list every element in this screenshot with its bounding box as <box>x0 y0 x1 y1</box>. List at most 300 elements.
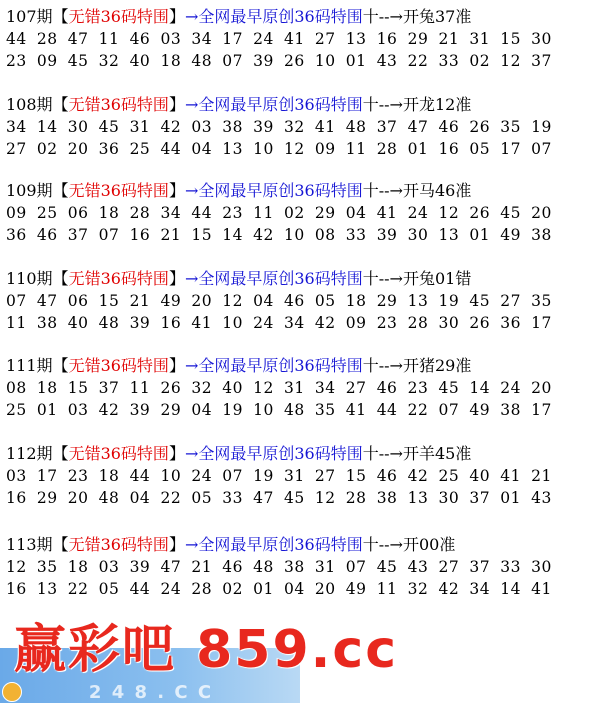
number-cell: 20 <box>67 140 89 158</box>
number-cell: 07 <box>531 140 552 158</box>
number-cell: 30 <box>67 118 89 136</box>
number-cell: 17 <box>36 467 58 485</box>
number-cell: 35 <box>36 558 58 576</box>
number-cell: 44 <box>129 580 151 598</box>
number-row-1 <box>6 556 591 578</box>
number-cell: 22 <box>407 401 429 419</box>
result-text: 开猪29准 <box>402 356 472 375</box>
watermark-subtext: 2 4 8 . C C <box>88 682 214 703</box>
number-cell: 38 <box>531 226 552 244</box>
number-row-2 <box>6 312 591 334</box>
number-cell: 34 <box>314 379 336 397</box>
number-cell: 05 <box>314 292 336 310</box>
number-cell: 21 <box>129 292 151 310</box>
number-cell: 33 <box>500 558 521 576</box>
number-cell: 23 <box>376 314 398 332</box>
number-cell: 26 <box>160 379 182 397</box>
number-cell: 37 <box>376 118 398 136</box>
number-cell: 11 <box>345 140 367 158</box>
result-text: 开兔01错 <box>402 269 472 288</box>
number-cell: 12 <box>222 292 243 310</box>
number-cell: 20 <box>67 489 89 507</box>
number-cell: 43 <box>376 52 398 70</box>
number-cell: 07 <box>222 52 243 70</box>
number-cell: 05 <box>469 140 491 158</box>
period-header <box>6 443 591 465</box>
number-cell: 25 <box>129 140 151 158</box>
number-cell: 32 <box>284 118 305 136</box>
number-cell: 42 <box>160 118 182 136</box>
number-cell: 37 <box>469 558 491 576</box>
bracket-close: 】 <box>168 181 185 200</box>
number-cell: 25 <box>36 204 58 222</box>
number-cell: 48 <box>253 558 274 576</box>
number-cell: 40 <box>222 379 243 397</box>
number-cell: 47 <box>36 292 58 310</box>
number-cell: 23 <box>407 379 429 397</box>
number-row-1 <box>6 28 591 50</box>
number-cell: 10 <box>253 401 274 419</box>
number-cell: 46 <box>438 118 460 136</box>
bracket-open: 【 <box>52 95 69 114</box>
number-cell: 47 <box>253 489 274 507</box>
number-cell: 20 <box>191 292 213 310</box>
period-block-112 <box>6 443 591 509</box>
number-cell: 40 <box>469 467 491 485</box>
number-cell: 11 <box>376 580 398 598</box>
number-cell: 45 <box>98 118 120 136</box>
number-cell: 07 <box>6 292 27 310</box>
number-cell: 21 <box>438 30 460 48</box>
title-red: 无错36码特围 <box>68 356 169 375</box>
number-cell: 06 <box>67 204 89 222</box>
bracket-open: 【 <box>52 356 69 375</box>
dash-arrow: 十--→ <box>362 7 403 26</box>
number-cell: 14 <box>222 226 243 244</box>
number-cell: 25 <box>6 401 27 419</box>
number-cell: 01 <box>407 140 429 158</box>
number-cell: 45 <box>284 489 305 507</box>
number-cell: 28 <box>36 30 58 48</box>
number-cell: 18 <box>67 558 89 576</box>
number-cell: 29 <box>160 401 182 419</box>
number-row-1 <box>6 290 591 312</box>
number-cell: 18 <box>36 379 58 397</box>
number-cell: 24 <box>253 30 274 48</box>
number-cell: 13 <box>345 30 367 48</box>
title-red: 无错36码特围 <box>68 181 169 200</box>
number-cell: 17 <box>531 401 552 419</box>
title-red: 无错36码特围 <box>68 269 169 288</box>
number-cell: 02 <box>222 580 243 598</box>
number-cell: 30 <box>438 489 460 507</box>
number-cell: 43 <box>531 489 552 507</box>
period-header <box>6 94 591 116</box>
number-cell: 07 <box>438 401 460 419</box>
number-cell: 37 <box>67 226 89 244</box>
number-cell: 11 <box>129 379 151 397</box>
number-cell: 42 <box>98 401 120 419</box>
number-cell: 09 <box>36 52 58 70</box>
number-cell: 38 <box>376 489 398 507</box>
number-cell: 01 <box>469 226 491 244</box>
number-cell: 24 <box>500 379 521 397</box>
period-number: 112期 <box>6 444 53 463</box>
number-cell: 17 <box>222 30 243 48</box>
number-cell: 36 <box>6 226 27 244</box>
bracket-open: 【 <box>52 7 69 26</box>
number-cell: 32 <box>407 580 429 598</box>
number-cell: 20 <box>531 204 552 222</box>
dash-arrow: 十--→ <box>362 535 403 554</box>
number-cell: 16 <box>6 489 27 507</box>
number-cell: 04 <box>253 292 274 310</box>
number-cell: 34 <box>469 580 491 598</box>
number-cell: 40 <box>67 314 89 332</box>
number-row-2 <box>6 224 591 246</box>
number-cell: 35 <box>314 401 336 419</box>
result-text: 开马46准 <box>402 181 472 200</box>
arrow-text: →全网最早原创36码特围 <box>184 181 363 200</box>
number-cell: 46 <box>129 30 151 48</box>
number-cell: 44 <box>129 467 151 485</box>
number-cell: 31 <box>469 30 491 48</box>
bracket-close: 】 <box>168 444 185 463</box>
period-block-110 <box>6 268 591 334</box>
number-cell: 48 <box>98 489 120 507</box>
number-cell: 29 <box>376 292 398 310</box>
number-cell: 35 <box>531 292 552 310</box>
number-cell: 28 <box>376 140 398 158</box>
period-block-109 <box>6 180 591 246</box>
number-cell: 45 <box>500 204 521 222</box>
number-cell: 34 <box>284 314 305 332</box>
number-cell: 34 <box>160 204 182 222</box>
number-cell: 08 <box>314 226 336 244</box>
number-cell: 42 <box>253 226 274 244</box>
number-cell: 10 <box>284 226 305 244</box>
number-cell: 28 <box>129 204 151 222</box>
number-cell: 03 <box>67 401 89 419</box>
number-cell: 03 <box>6 467 27 485</box>
arrow-text: →全网最早原创36码特围 <box>184 356 363 375</box>
number-cell: 04 <box>284 580 305 598</box>
number-cell: 19 <box>531 118 552 136</box>
number-cell: 16 <box>129 226 151 244</box>
number-cell: 03 <box>191 118 213 136</box>
number-cell: 46 <box>222 558 243 576</box>
number-cell: 46 <box>376 379 398 397</box>
number-cell: 29 <box>36 489 58 507</box>
number-cell: 27 <box>438 558 460 576</box>
bracket-open: 【 <box>52 444 69 463</box>
number-cell: 45 <box>469 292 491 310</box>
number-cell: 22 <box>160 489 182 507</box>
number-row-1 <box>6 377 591 399</box>
bracket-close: 】 <box>168 7 185 26</box>
number-cell: 27 <box>500 292 521 310</box>
period-header <box>6 6 591 28</box>
bracket-close: 】 <box>168 269 185 288</box>
number-cell: 08 <box>6 379 27 397</box>
number-cell: 45 <box>67 52 89 70</box>
number-cell: 38 <box>36 314 58 332</box>
number-cell: 01 <box>36 401 58 419</box>
number-cell: 11 <box>98 30 120 48</box>
number-cell: 39 <box>129 558 151 576</box>
number-cell: 31 <box>129 118 151 136</box>
number-cell: 36 <box>500 314 521 332</box>
number-cell: 07 <box>98 226 120 244</box>
number-row-1 <box>6 202 591 224</box>
number-cell: 45 <box>376 558 398 576</box>
number-cell: 18 <box>160 52 182 70</box>
result-text: 开兔37准 <box>402 7 472 26</box>
number-cell: 31 <box>284 379 305 397</box>
number-cell: 27 <box>345 379 367 397</box>
number-cell: 44 <box>160 140 182 158</box>
number-cell: 14 <box>500 580 521 598</box>
number-cell: 19 <box>438 292 460 310</box>
period-header <box>6 180 591 202</box>
number-cell: 37 <box>531 52 552 70</box>
number-cell: 39 <box>253 52 274 70</box>
number-cell: 02 <box>36 140 58 158</box>
number-cell: 26 <box>284 52 305 70</box>
number-cell: 44 <box>376 401 398 419</box>
number-row-1 <box>6 116 591 138</box>
number-cell: 38 <box>222 118 243 136</box>
number-cell: 39 <box>129 401 151 419</box>
number-cell: 12 <box>6 558 27 576</box>
number-cell: 37 <box>98 379 120 397</box>
number-cell: 21 <box>191 558 213 576</box>
result-text: 开龙12准 <box>402 95 472 114</box>
period-block-107 <box>6 6 591 72</box>
number-cell: 05 <box>191 489 213 507</box>
number-cell: 18 <box>98 204 120 222</box>
number-cell: 38 <box>284 558 305 576</box>
bracket-open: 【 <box>52 535 69 554</box>
number-cell: 10 <box>314 52 336 70</box>
number-cell: 23 <box>222 204 243 222</box>
number-cell: 03 <box>160 30 182 48</box>
number-cell: 22 <box>67 580 89 598</box>
number-cell: 25 <box>438 467 460 485</box>
number-cell: 07 <box>222 467 243 485</box>
number-cell: 32 <box>191 379 213 397</box>
number-cell: 26 <box>469 204 491 222</box>
number-cell: 09 <box>314 140 336 158</box>
number-cell: 45 <box>438 379 460 397</box>
number-cell: 39 <box>129 314 151 332</box>
period-header <box>6 534 591 556</box>
number-cell: 44 <box>6 30 27 48</box>
number-cell: 35 <box>500 118 521 136</box>
number-cell: 30 <box>407 226 429 244</box>
number-cell: 28 <box>345 489 367 507</box>
title-red: 无错36码特围 <box>68 95 169 114</box>
number-cell: 23 <box>6 52 27 70</box>
number-cell: 49 <box>500 226 521 244</box>
number-cell: 13 <box>222 140 243 158</box>
result-text: 开00准 <box>402 535 456 554</box>
number-cell: 44 <box>191 204 213 222</box>
number-cell: 03 <box>98 558 120 576</box>
number-cell: 12 <box>438 204 460 222</box>
number-cell: 13 <box>36 580 58 598</box>
number-cell: 16 <box>376 30 398 48</box>
arrow-text: →全网最早原创36码特围 <box>184 535 363 554</box>
number-cell: 15 <box>345 467 367 485</box>
dash-arrow: 十--→ <box>362 181 403 200</box>
dash-arrow: 十--→ <box>362 444 403 463</box>
number-cell: 10 <box>222 314 243 332</box>
title-red: 无错36码特围 <box>68 7 169 26</box>
number-cell: 09 <box>6 204 27 222</box>
period-header <box>6 268 591 290</box>
result-text: 开羊45准 <box>402 444 472 463</box>
number-cell: 19 <box>253 467 274 485</box>
number-cell: 47 <box>407 118 429 136</box>
period-number: 111期 <box>6 356 53 375</box>
number-cell: 04 <box>191 401 213 419</box>
number-cell: 01 <box>500 489 521 507</box>
number-cell: 10 <box>253 140 274 158</box>
number-cell: 46 <box>36 226 58 244</box>
dash-arrow: 十--→ <box>362 95 403 114</box>
number-cell: 37 <box>469 489 491 507</box>
title-red: 无错36码特围 <box>68 535 169 554</box>
number-cell: 47 <box>67 30 89 48</box>
number-cell: 42 <box>314 314 336 332</box>
number-cell: 12 <box>314 489 336 507</box>
number-cell: 21 <box>531 467 552 485</box>
number-cell: 31 <box>284 467 305 485</box>
number-cell: 41 <box>314 118 336 136</box>
number-cell: 36 <box>98 140 120 158</box>
number-cell: 42 <box>438 580 460 598</box>
number-cell: 32 <box>98 52 120 70</box>
number-cell: 04 <box>191 140 213 158</box>
number-cell: 19 <box>222 401 243 419</box>
number-cell: 16 <box>438 140 460 158</box>
number-cell: 31 <box>314 558 336 576</box>
number-cell: 26 <box>469 314 491 332</box>
number-cell: 05 <box>98 580 120 598</box>
number-cell: 16 <box>6 580 27 598</box>
period-number: 110期 <box>6 269 53 288</box>
number-cell: 23 <box>67 467 89 485</box>
number-cell: 24 <box>407 204 429 222</box>
number-cell: 18 <box>98 467 120 485</box>
number-cell: 48 <box>345 118 367 136</box>
bracket-close: 】 <box>168 95 185 114</box>
number-cell: 30 <box>531 30 552 48</box>
number-row-2 <box>6 578 591 600</box>
number-cell: 34 <box>6 118 27 136</box>
number-cell: 24 <box>191 467 213 485</box>
number-cell: 12 <box>253 379 274 397</box>
number-cell: 48 <box>98 314 120 332</box>
number-cell: 11 <box>253 204 274 222</box>
number-cell: 09 <box>345 314 367 332</box>
number-row-2 <box>6 399 591 421</box>
number-cell: 12 <box>284 140 305 158</box>
number-cell: 46 <box>376 467 398 485</box>
number-cell: 02 <box>469 52 491 70</box>
number-cell: 41 <box>376 204 398 222</box>
number-cell: 28 <box>407 314 429 332</box>
number-cell: 41 <box>531 580 552 598</box>
number-cell: 27 <box>314 467 336 485</box>
title-red: 无错36码特围 <box>68 444 169 463</box>
number-cell: 17 <box>531 314 552 332</box>
number-cell: 41 <box>500 467 521 485</box>
number-cell: 30 <box>531 558 552 576</box>
number-row-2 <box>6 138 591 160</box>
number-cell: 20 <box>314 580 336 598</box>
number-cell: 46 <box>284 292 305 310</box>
period-number: 107期 <box>6 7 53 26</box>
number-cell: 12 <box>500 52 521 70</box>
number-cell: 39 <box>253 118 274 136</box>
period-header <box>6 355 591 377</box>
number-cell: 41 <box>284 30 305 48</box>
arrow-text: →全网最早原创36码特围 <box>184 444 363 463</box>
number-cell: 10 <box>160 467 182 485</box>
period-number: 108期 <box>6 95 53 114</box>
number-cell: 04 <box>345 204 367 222</box>
number-cell: 42 <box>407 467 429 485</box>
arrow-text: →全网最早原创36码特围 <box>184 269 363 288</box>
number-cell: 47 <box>160 558 182 576</box>
number-cell: 27 <box>314 30 336 48</box>
number-cell: 13 <box>407 489 429 507</box>
arrow-text: →全网最早原创36码特围 <box>184 7 363 26</box>
bracket-close: 】 <box>168 535 185 554</box>
number-cell: 07 <box>345 558 367 576</box>
number-cell: 20 <box>531 379 552 397</box>
period-block-113 <box>6 534 591 600</box>
arrow-text: →全网最早原创36码特围 <box>184 95 363 114</box>
number-cell: 18 <box>345 292 367 310</box>
number-cell: 13 <box>438 226 460 244</box>
number-cell: 01 <box>253 580 274 598</box>
number-cell: 16 <box>160 314 182 332</box>
period-number: 113期 <box>6 535 53 554</box>
number-cell: 02 <box>284 204 305 222</box>
dash-arrow: 十--→ <box>362 269 403 288</box>
number-cell: 24 <box>253 314 274 332</box>
number-cell: 29 <box>314 204 336 222</box>
number-cell: 11 <box>6 314 27 332</box>
number-cell: 29 <box>407 30 429 48</box>
bracket-close: 】 <box>168 356 185 375</box>
number-cell: 48 <box>191 52 213 70</box>
number-cell: 43 <box>407 558 429 576</box>
number-cell: 04 <box>129 489 151 507</box>
number-cell: 15 <box>67 379 89 397</box>
number-cell: 40 <box>129 52 151 70</box>
number-cell: 33 <box>222 489 243 507</box>
number-cell: 15 <box>98 292 120 310</box>
number-cell: 13 <box>407 292 429 310</box>
number-cell: 33 <box>345 226 367 244</box>
number-cell: 06 <box>67 292 89 310</box>
number-cell: 34 <box>191 30 213 48</box>
number-row-1 <box>6 465 591 487</box>
